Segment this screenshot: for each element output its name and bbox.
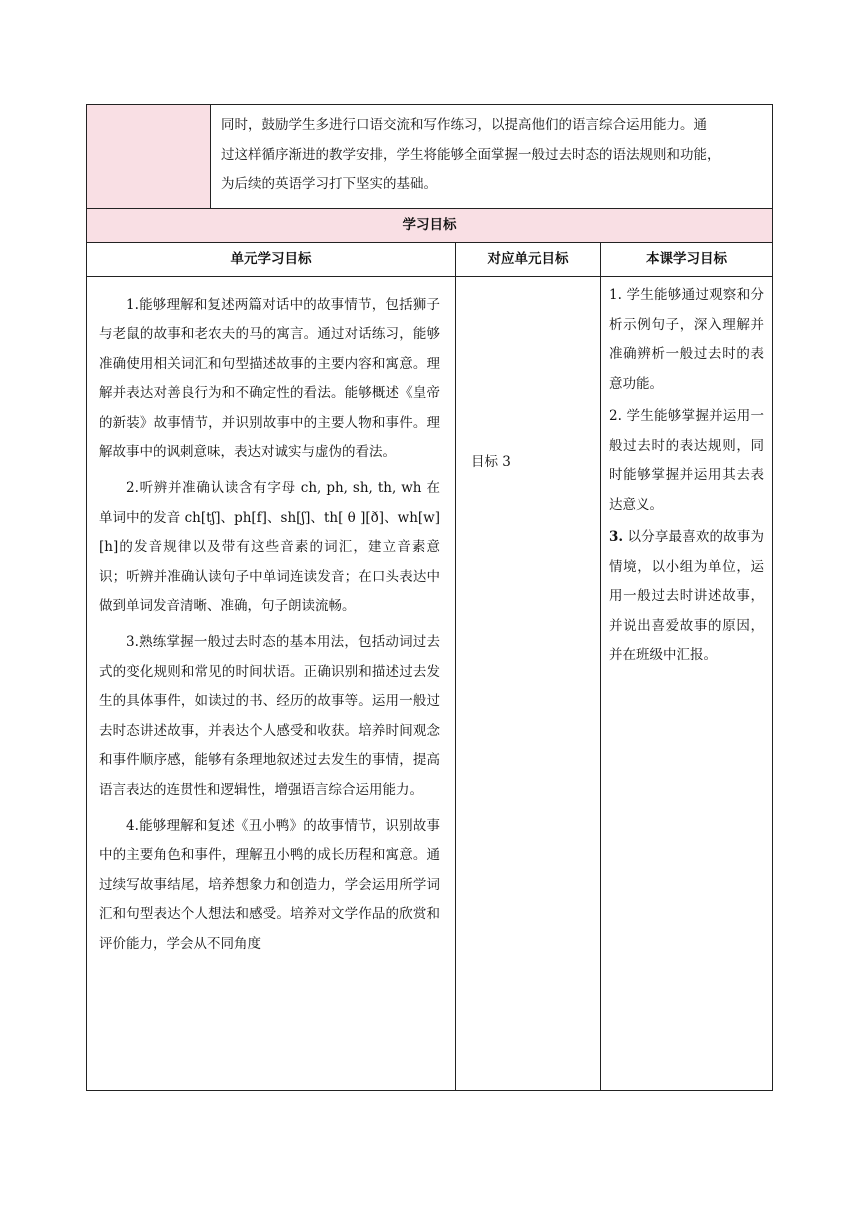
intro-row [87, 105, 772, 208]
matched-goal-cell [455, 277, 600, 1090]
lesson-goal-item [609, 523, 764, 671]
header-row [87, 242, 772, 276]
intro-line: 同时，鼓励学生多进行口语交流和写作练习，以提高他们的语言综合运用能力。通 [221, 117, 707, 133]
lesson-goals-cell [600, 277, 772, 1090]
header-lesson-goals: 本课学习目标 [600, 243, 772, 276]
unit-goal-paragraph: 4.能够理解和复述《丑小鸭》的故事情节，识别故事中的主要角色和事件，理解丑小鸭的成长历程和寓意。通过续写故事结尾，培养想象力和创造力，学会运用所学词汇和句型表达个人想法和感受。培养对文学作品的欣赏和评价能力，学会从不同角度 [99, 817, 440, 952]
intro-line: 过这样循序渐进的教学安排，学生将能够全面掌握一般过去时态的语法规则和功能， [221, 146, 721, 163]
intro-text-cell [210, 105, 772, 208]
learning-goals-table [86, 104, 773, 1091]
section-title: 学习目标 [402, 217, 457, 233]
lesson-goal-item [609, 281, 764, 399]
intro-line: 为后续的英语学习打下坚实的基础。 [221, 176, 437, 192]
unit-goal-paragraph: 1.能够理解和复述两篇对话中的故事情节，包括狮子与老鼠的故事和老农夫的马的寓言。通过对话练习，能够准确使用相关词汇和句型描述故事的主要内容和寓意。理解并表达对善良行为和不确定性的看法。能够概述《皇帝的新装》故事情节，并识别故事中的主要人物和事件。理解故事中的讽刺意味，表达对诚实与虚伪的看法。 [99, 297, 440, 461]
matched-goal-text: 目标 3 [471, 454, 511, 470]
header-unit-goals: 单元学习目标 [230, 251, 312, 267]
lesson-goal-item [609, 402, 764, 520]
section-title-row [87, 208, 772, 242]
lesson-goal-number: 2. [609, 408, 622, 424]
unit-goal-paragraph: 3.熟练掌握一般过去时态的基本用法，包括动词过去式的变化规则和常见的时间状语。正确识别和描述过去发生的具体事件，如读过的书、经历的故事等。运用一般过去时态讲述故事，并表达个人感受和收获。培养时间观念和事件顺序感，能够有条理地叙述过去发生的事情，提高语言表达的连贯性和逻辑性，增强语言综合运用能力。 [99, 634, 440, 798]
lesson-goal-number: 3. [609, 529, 624, 545]
lesson-goal-text: 学生能够通过观察和分析示例句子，深入理解并准确辨析一般过去时的表意功能。 [609, 287, 764, 392]
lesson-goal-number: 1. [609, 287, 622, 303]
unit-goals-cell [87, 277, 455, 1090]
lesson-goal-text: 以分享最喜欢的故事为情境，以小组为单位，运用一般过去时讲述故事，并说出喜爱故事的原因，并在班级中汇报。 [609, 529, 764, 663]
goals-row [87, 276, 772, 1090]
unit-goal-paragraph: 2.听辨并准确认读含有字母 ch, ph, sh, th, wh 在单词中的发音 ch[tʃ]、ph[f]、sh[ʃ]、th[ θ ][ð]、wh[w][h]的发音规律以及带有这些音素的词汇，建立音素意识；听辨并准确认读句子中单词连读发音；在口头表达中做到单词发音清晰、准确，句子朗读流畅。 [99, 480, 440, 615]
intro-label-cell [87, 105, 210, 208]
header-matched-goal: 对应单元目标 [455, 243, 600, 276]
lesson-goal-text: 学生能够掌握并运用一般过去时的表达规则，同时能够掌握并运用其去表达意义。 [609, 408, 764, 513]
